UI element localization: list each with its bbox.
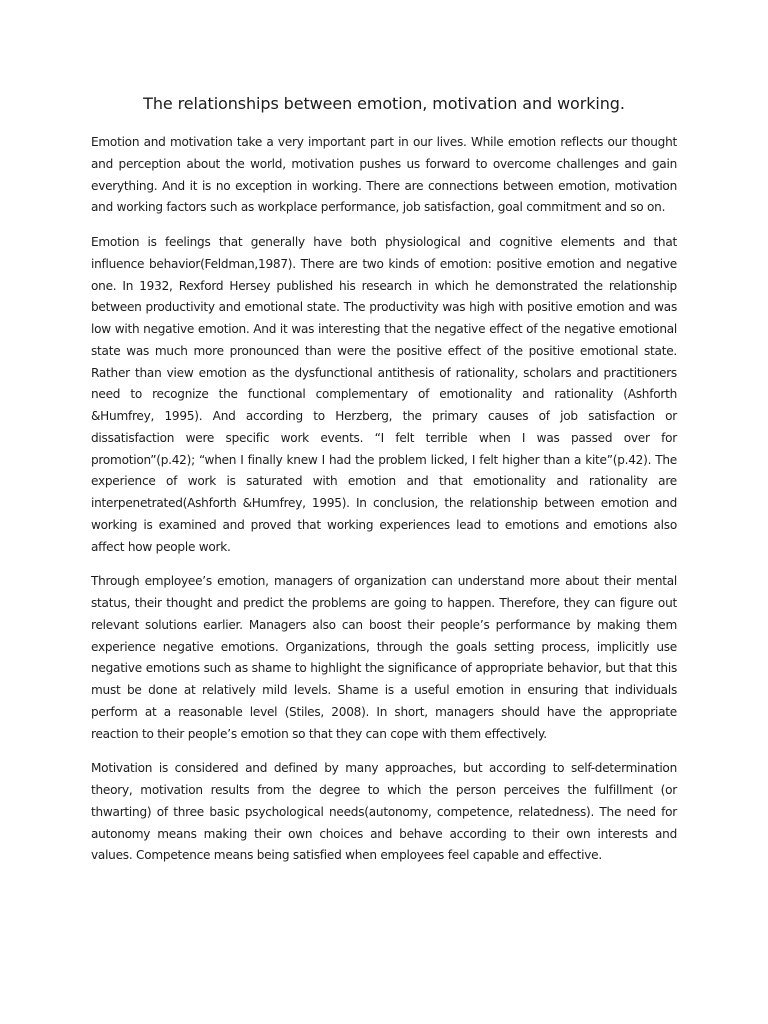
paragraph-managers: Through employee’s emotion, managers of organization can understand more about their mental status, their thought and predict the problems are going to happen. Therefore, they can figure out relevant solutions earlier. Managers also can boost their people’s performance by making them experience negative emotions. Organizations, through the goals setting process, implicitly use negative emotions such as shame to highlight the significance of appropriate behavior, but that this must be done at relatively mild levels. Shame is a useful emotion in ensuring that individuals perform at a reasonable level (Stiles, 2008). In short, managers should have the appropriate reaction to their people’s emotion so that they can cope with them effectively. bbox=[91, 574, 677, 741]
paragraph-intro: Emotion and motivation take a very important part in our lives. While emotion reflects our thought and perception about the world, motivation pushes us forward to overcome challenges and gain everything. And it is no exception in working. There are connections between emotion, motivation and working factors such as workplace performance, job satisfaction, goal commitment and so on. bbox=[91, 135, 677, 215]
document-title: The relationships between emotion, motivation and working. bbox=[143, 94, 625, 113]
paragraph-motivation: Motivation is considered and defined by many approaches, but according to self-determination theory, motivation results from the degree to which the person perceives the fulfillment (or thwarting) of three basic psychological needs(autonomy, competence, relatedness). The need for autonomy means making their own choices and behave according to their own interests and values. Competence means being satisfied when employees feel capable and effective. bbox=[91, 761, 677, 863]
paragraph-emotion: Emotion is feelings that generally have both physiological and cognitive elements and that influence behavior(Feldman,1987). There are two kinds of emotion: positive emotion and negative one. In 1932, Rexford Hersey published his research in which he demonstrated the relationship between productivity and emotional state. The productivity was high with positive emotion and was low with negative emotion. And it was interesting that the negative effect of the negative emotional state was much more pronounced than were the positive effect of the positive emotional state. Rather than view emotion as the dysfunctional antithesis of rationality, scholars and practitioners need to recognize the functional complementary of emotionality and rationality (Ashforth &Humfrey, 1995). And according to Herzberg, the primary causes of job satisfaction or dissatisfaction were specific work events. “I felt terrible when I was passed over for promotion”(p.42); “when I finally knew I had the problem licked, I felt higher than a kite”(p.42). The experience of work is saturated with emotion and that emotionality and rationality are interpenetrated(Ashforth &Humfrey, 1995). In conclusion, the relationship between emotion and working is examined and proved that working experiences lead to emotions and emotions also affect how people work. bbox=[91, 235, 677, 554]
